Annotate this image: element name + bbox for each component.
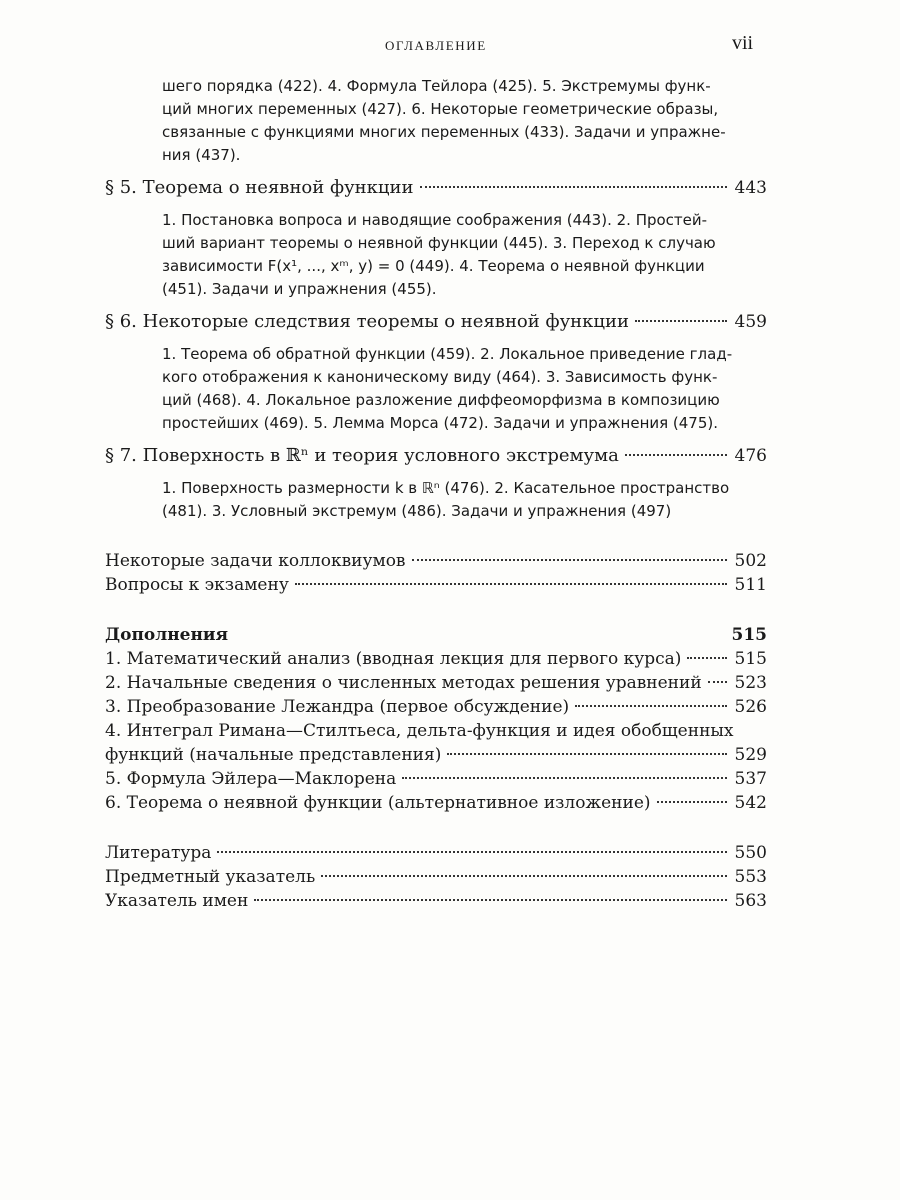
paragraph-line: 1. Постановка вопроса и наводящие соображения (443). 2. Простей- xyxy=(162,211,708,229)
dot-leader xyxy=(447,752,727,755)
section-7-summary xyxy=(162,477,762,523)
page-ref: 515 xyxy=(734,649,767,669)
dot-leader xyxy=(217,850,727,853)
toc-entry-section-6[interactable] xyxy=(105,310,767,334)
dot-leader xyxy=(295,582,727,585)
entry-title: Указатель имен xyxy=(105,891,249,911)
toc-entry-supplement-2[interactable] xyxy=(105,671,767,695)
entry-title-line-2: функций (начальные представления) xyxy=(105,745,442,765)
toc-entry-colloquium-problems[interactable] xyxy=(105,549,767,573)
paragraph-line: шего порядка (422). 4. Формула Тейлора (425). 5. Экстремумы функ- xyxy=(162,77,711,95)
section-title: § 5. Теорема о неявной функции xyxy=(105,177,414,198)
page-ref: 511 xyxy=(734,575,767,595)
entry-title: 5. Формула Эйлера—Маклорена xyxy=(105,769,397,789)
toc-body xyxy=(105,75,767,913)
toc-entry-exam-questions[interactable] xyxy=(105,573,767,597)
page-ref: 542 xyxy=(734,793,767,813)
supplements-heading: Дополнения xyxy=(105,625,229,645)
toc-entry-supplement-5[interactable] xyxy=(105,767,767,791)
page-ref: 526 xyxy=(734,697,767,717)
toc-entry-supplement-6[interactable] xyxy=(105,791,767,815)
page-ref: 563 xyxy=(734,891,767,911)
paragraph-line: 1. Поверхность размерности k в ℝⁿ (476). 2. Касательное пространство xyxy=(162,479,730,497)
page-ref: 502 xyxy=(734,551,767,571)
dot-leader xyxy=(402,776,727,779)
entry-title: 2. Начальные сведения о численных методах решения уравнений xyxy=(105,673,702,693)
paragraph-line: зависимости F(x¹, ..., xᵐ, y) = 0 (449). 4. Теорема о неявной функции xyxy=(162,257,705,275)
page-ref: 459 xyxy=(734,312,767,332)
paragraph-line: (451). Задачи и упражнения (455). xyxy=(162,280,437,298)
paragraph-line: связанные с функциями многих переменных (433). Задачи и упражне- xyxy=(162,123,726,141)
paragraph-line: простейших (469). 5. Лемма Морса (472). Задачи и упражнения (475). xyxy=(162,414,719,432)
page-ref: 443 xyxy=(734,178,767,198)
toc-entry-name-index[interactable] xyxy=(105,889,767,913)
dot-leader xyxy=(657,800,727,803)
entry-title: Вопросы к экзамену xyxy=(105,575,289,595)
dot-leader xyxy=(321,874,727,877)
page-ref: 515 xyxy=(731,625,767,645)
page-ref: 537 xyxy=(734,769,767,789)
entry-title: 6. Теорема о неявной функции (альтернативное изложение) xyxy=(105,793,651,813)
dot-leader xyxy=(625,453,727,456)
dot-leader xyxy=(635,319,727,322)
entry-title: Некоторые задачи коллоквиумов xyxy=(105,551,406,571)
toc-entry-bibliography[interactable] xyxy=(105,841,767,865)
paragraph-line: ций многих переменных (427). 6. Некоторые геометрические образы, xyxy=(162,100,719,118)
toc-entry-section-5[interactable] xyxy=(105,176,767,200)
dot-leader xyxy=(708,680,727,683)
dot-leader xyxy=(420,185,728,188)
paragraph-line: ций (468). 4. Локальное разложение диффеоморфизма в композицию xyxy=(162,391,720,409)
toc-entry-supplements[interactable] xyxy=(105,623,767,647)
section-6-summary xyxy=(162,343,762,435)
page-number: vii xyxy=(732,32,754,54)
page-ref: 476 xyxy=(734,446,767,466)
page-ref: 529 xyxy=(734,745,767,765)
paragraph-line: ший вариант теоремы о неявной функции (445). 3. Переход к случаю xyxy=(162,234,716,252)
section-title: § 7. Поверхность в ℝⁿ и теория условного экстремума xyxy=(105,445,619,466)
toc-entry-subject-index[interactable] xyxy=(105,865,767,889)
entry-title-line-1: 4. Интеграл Римана—Стилтьеса, дельта-функция и идея обобщенных xyxy=(105,721,734,741)
page-ref: 550 xyxy=(734,843,767,863)
toc-entry-section-7[interactable] xyxy=(105,444,767,468)
running-head: ОГЛАВЛЕНИЕ xyxy=(385,38,487,53)
entry-title: Литература xyxy=(105,843,212,863)
section-5-summary xyxy=(162,209,762,301)
page-ref: 553 xyxy=(734,867,767,887)
paragraph-line: ния (437). xyxy=(162,146,241,164)
paragraph-line: кого отображения к каноническому виду (464). 3. Зависимость функ- xyxy=(162,368,718,386)
lead-paragraph xyxy=(162,75,762,167)
dot-leader xyxy=(412,558,728,561)
page-ref: 523 xyxy=(734,673,767,693)
dot-leader xyxy=(687,656,727,659)
entry-title: Предметный указатель xyxy=(105,867,316,887)
entry-title: 3. Преобразование Лежандра (первое обсуждение) xyxy=(105,697,570,717)
entry-title: 1. Математический анализ (вводная лекция для первого курса) xyxy=(105,649,682,669)
section-title: § 6. Некоторые следствия теоремы о неявной функции xyxy=(105,311,629,332)
dot-leader xyxy=(575,704,727,707)
toc-entry-supplement-4[interactable] xyxy=(105,719,767,767)
toc-entry-supplement-3[interactable] xyxy=(105,695,767,719)
toc-entry-supplement-1[interactable] xyxy=(105,647,767,671)
paragraph-line: (481). 3. Условный экстремум (486). Задачи и упражнения (497) xyxy=(162,502,672,520)
paragraph-line: 1. Теорема об обратной функции (459). 2. Локальное приведение глад- xyxy=(162,345,733,363)
dot-leader xyxy=(254,898,727,901)
